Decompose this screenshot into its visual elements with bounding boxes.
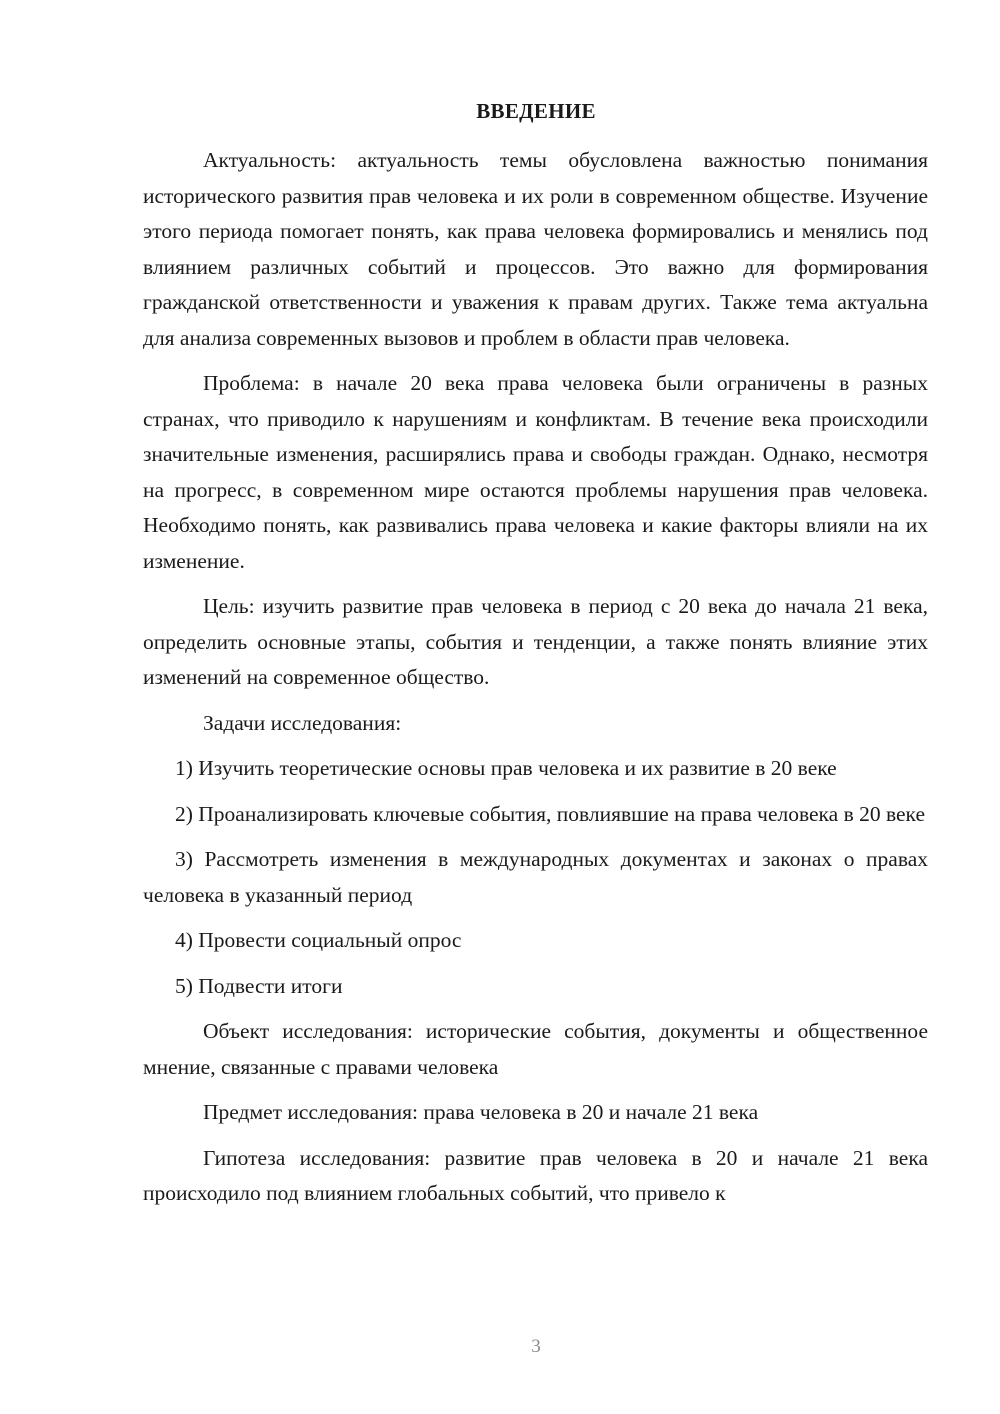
task-item: 4) Провести социальный опрос <box>175 928 462 952</box>
paragraph-hypothesis: Гипотеза исследования: развитие прав человека в 20 и начале 21 века происходило под влиянием глобальных событий, что привело к <box>143 1145 928 1205</box>
page-number: 3 <box>531 1336 541 1357</box>
task-item: 5) Подвести итоги <box>175 973 343 998</box>
paragraph-goal: Цель: изучить развитие прав человека в период с 20 века до начала 21 века, определить основные этапы, события и тенденции, а также понять влияние этих изменений на современное общество. <box>143 594 928 689</box>
paragraph-object: Объект исследования: исторические события, документы и общественное мнение, связанные с правами человека <box>143 1019 928 1079</box>
paragraph-tasks-heading: Задачи исследования: <box>203 710 402 735</box>
task-item: 1) Изучить теоретические основы прав человека и их развитие в 20 веке <box>175 756 837 780</box>
paragraph-relevance: Актуальность: актуальность темы обусловлена важностью понимания исторического развития прав человека и их роли в современном обществе. Изучение этого периода помогает понять, как права человека формировались и менялись под влиянием различных событий и процессов. Это важно для формирования гражданской ответственности и уважения к правам других. Также тема актуальна для анализа современных вызовов и проблем в области прав человека. <box>143 148 928 350</box>
task-item: 3) Рассмотреть изменения в международных документах и законах о правах человека в указанный период <box>143 847 928 907</box>
document-body <box>143 143 928 1212</box>
paragraph-problem: Проблема: в начале 20 века права человека были ограничены в разных странах, что приводило к нарушениям и конфликтам. В течение века происходили значительные изменения, расширялись права и свободы граждан. Однако, несмотря на прогресс, в современном мире остаются проблемы нарушения прав человека. Необходимо понять, как развивались права человека и какие факторы влияли на их изменение. <box>143 371 928 573</box>
paragraph-subject: Предмет исследования: права человека в 20 и начале 21 века <box>203 1100 759 1124</box>
task-item: 2) Проанализировать ключевые события, повлиявшие на права человека в 20 веке <box>175 801 926 826</box>
section-title: ВВЕДЕНИЕ <box>476 99 596 123</box>
